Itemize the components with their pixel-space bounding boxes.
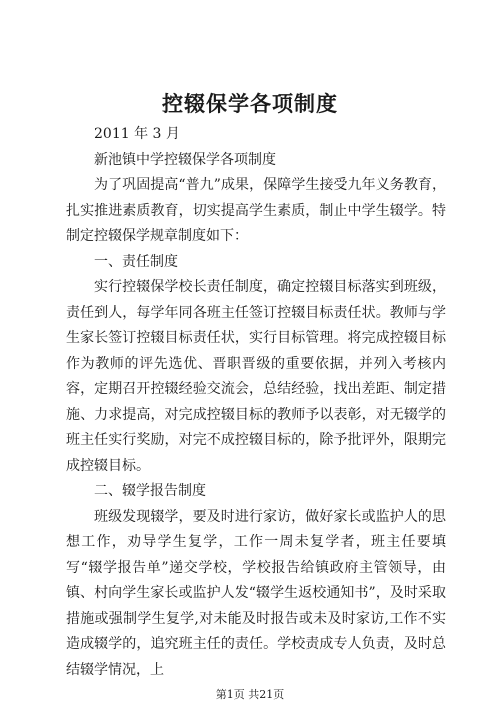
- section-heading: 一、责任制度: [94, 253, 178, 270]
- page-footer: 第1页 共21页: [215, 688, 285, 701]
- document-title: 控辍保学各项制度: [162, 91, 338, 116]
- document-subtitle: 新池镇中学控辍保学各项制度: [94, 151, 276, 168]
- intro-paragraph: 为了巩固提高“普九”成果，保障学生接受九年义务教育，扎实推进素质教育，切实提高学生素质，制止中学生辍学。特制定控辍保学规章制度如下：: [66, 177, 446, 244]
- document-date: 2011 年 3 月: [94, 126, 180, 142]
- document-body: [66, 122, 446, 683]
- section-heading: 二、辍学报告制度: [94, 483, 206, 499]
- section-body: 实行控辍保学校长责任制度，确定控辍目标落实到班级，责任到人，每学年同各班主任签订控辍目标责任状。教师与学生家长签订控辍目标责任状，实行目标管理。将完成控辍目标作为教师的评先选优、晋职晋级的重要依据，并列入考核内容，定期召开控辍经验交流会，总结经验，找出差距、制定措施、力求提高，对完成控辍目标的教师予以表彰，对无辍学的班主任实行奖励，对完不成控辍目标的，除予批评外，限期完成控辍目标。: [66, 279, 446, 474]
- section-body: 班级发现辍学，要及时进行家访，做好家长或监护人的思想工作，劝导学生复学，工作一周未复学者，班主任要填写“辍学报告单”递交学校，学校报告给镇政府主管领导，由镇、村向学生家长或监护人发“辍学生返校通知书”，及时采取措施或强制学生复学,对未能及时报告或未及时家访,工作不实造成辍学的，追究班主任的责任。学校责成专人负责，及时总结辍学情况，上: [66, 508, 446, 678]
